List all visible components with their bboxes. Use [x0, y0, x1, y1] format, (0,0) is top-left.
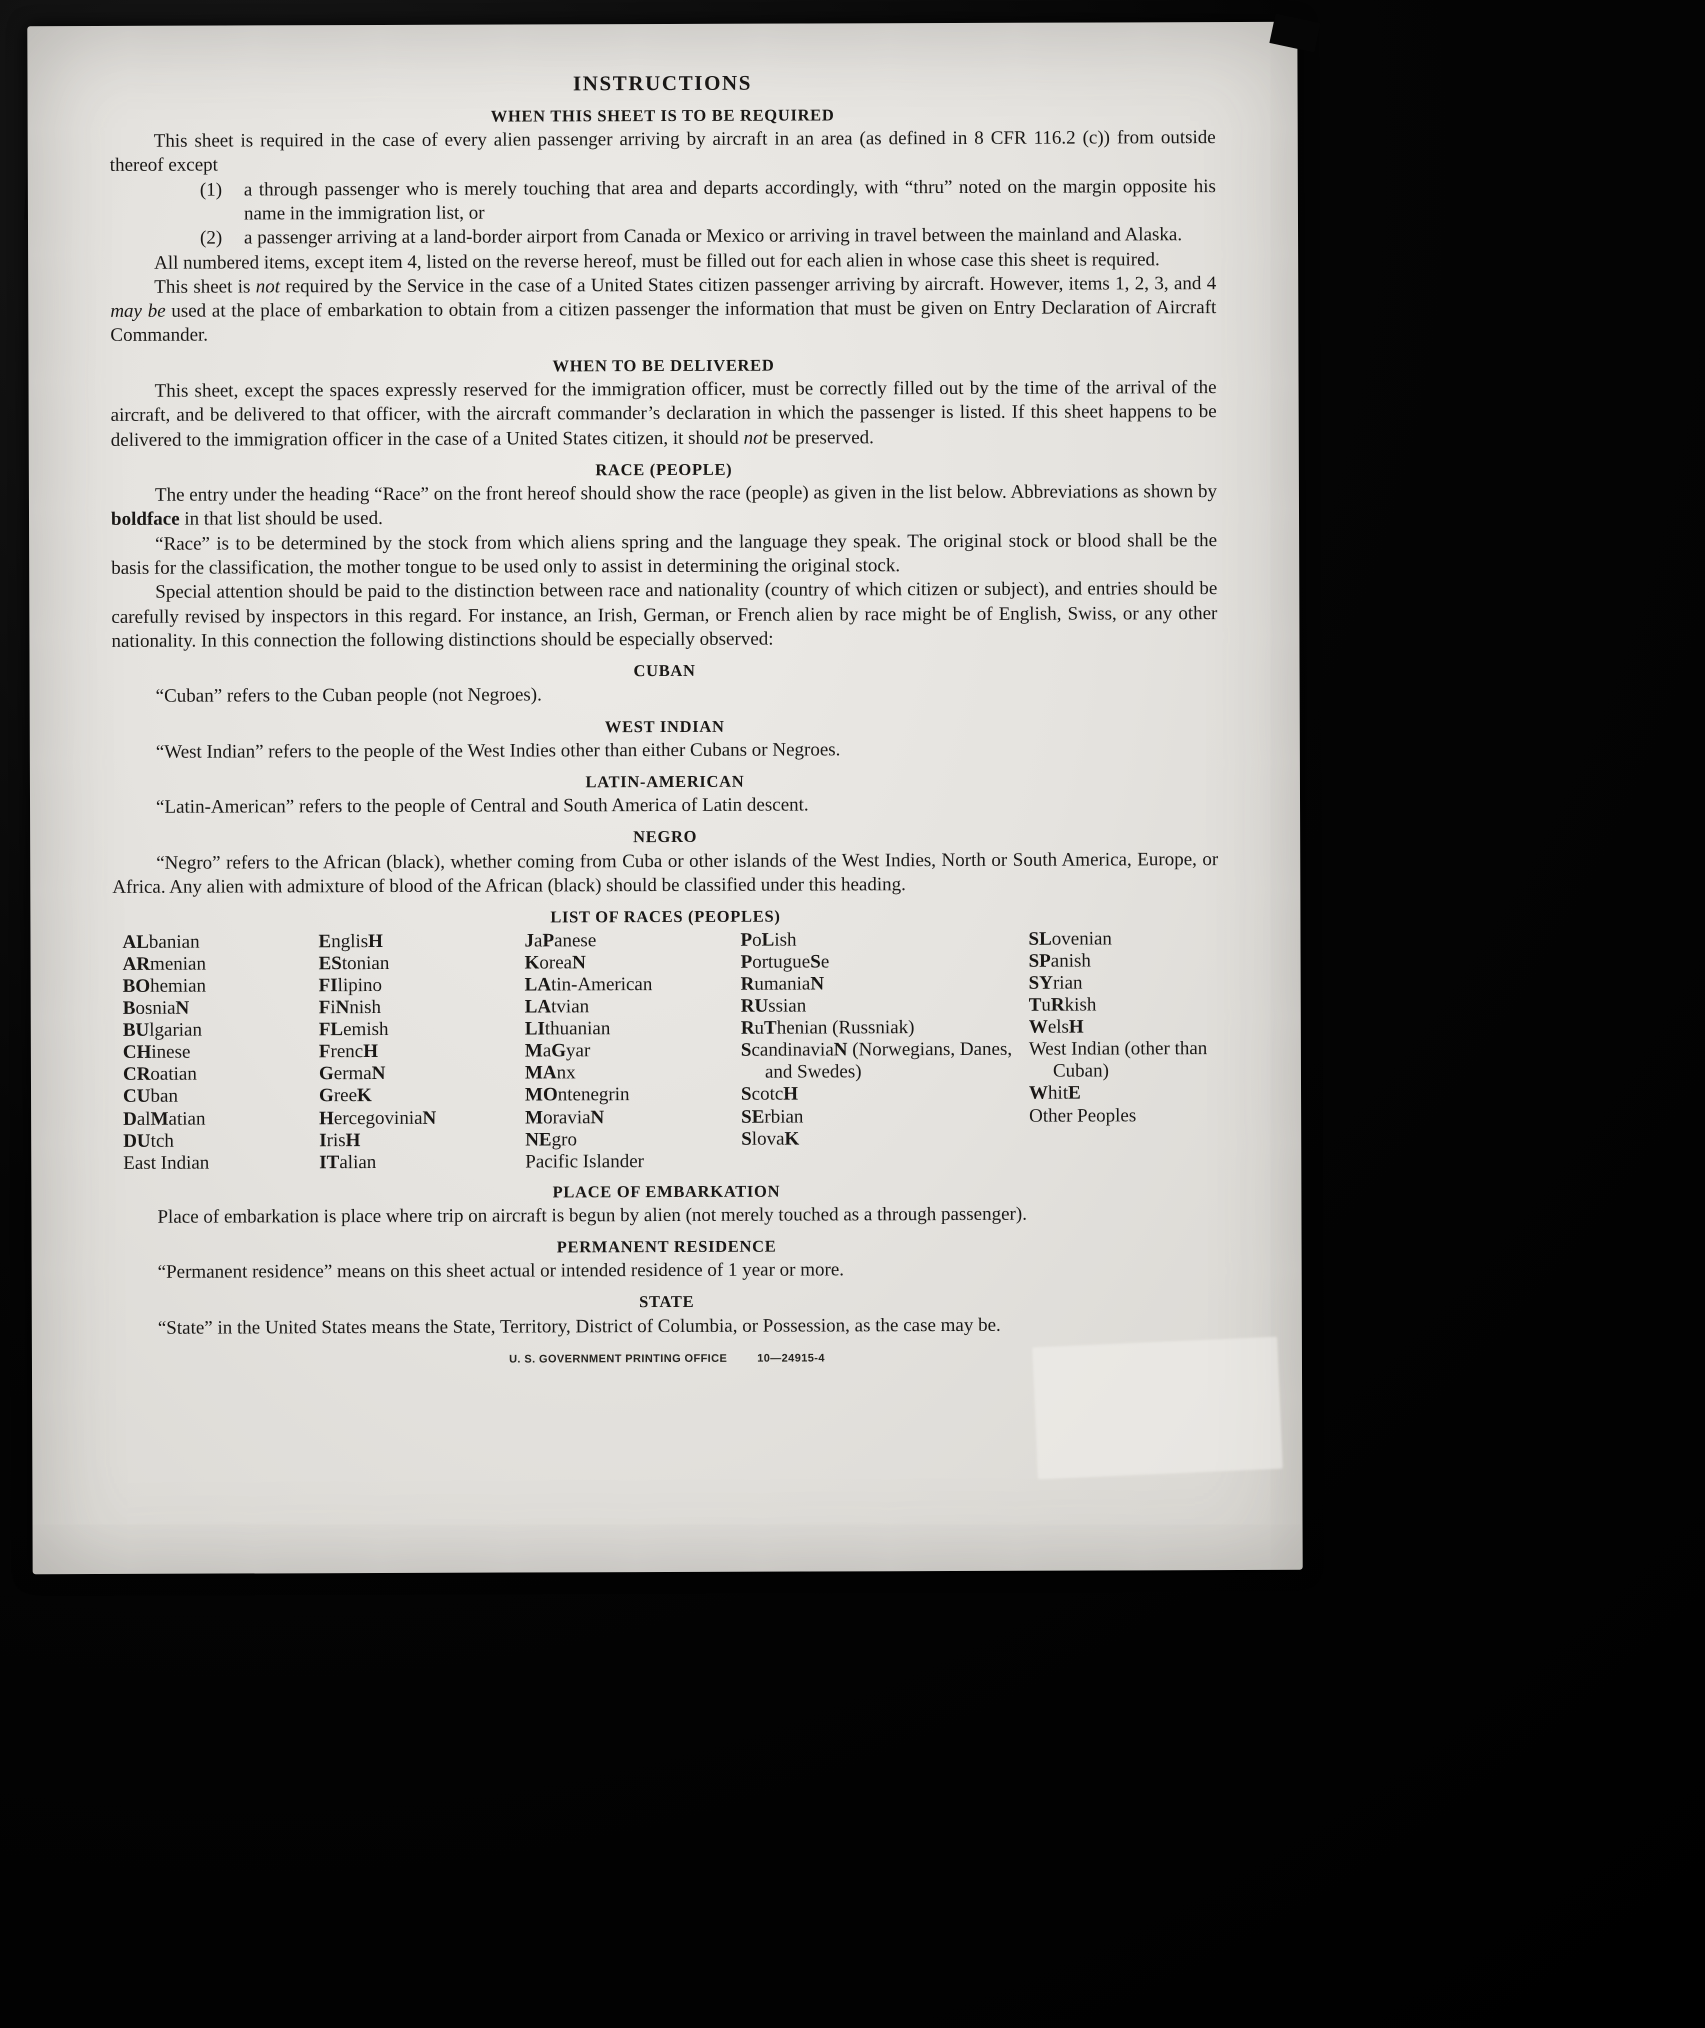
race-item	[319, 1085, 525, 1108]
race-text: henian (Russniak)	[776, 1017, 915, 1039]
race-text: (Norwegians, Danes, and Swedes)	[764, 1039, 1013, 1084]
page-title: INSTRUCTIONS	[572, 70, 753, 96]
race-item	[525, 1040, 741, 1063]
heading-state: STATE	[639, 1292, 695, 1312]
race-item	[123, 1152, 319, 1175]
race-column-5	[1028, 928, 1219, 1171]
race-abbrev-letters: AL	[122, 932, 149, 954]
race-item	[525, 996, 741, 1019]
heading-latin-american: LATIN-AMERICAN	[585, 771, 745, 792]
text-segment-italic: not	[255, 276, 281, 298]
race-item	[319, 975, 525, 998]
text-segment: This sheet is	[154, 276, 256, 298]
list-item-1	[200, 175, 1216, 227]
race-abbrev-letters: CH	[122, 1042, 152, 1064]
race-item	[1029, 1105, 1219, 1128]
race-text: rbian	[764, 1106, 804, 1128]
race-abbrev-letters: LA	[524, 974, 552, 996]
race-item	[525, 1084, 741, 1107]
race-text: els	[1047, 1016, 1069, 1039]
race-text: candinavia	[751, 1039, 834, 1062]
race-item	[123, 1064, 319, 1087]
race-item	[525, 952, 741, 975]
race-abbrev-letters: H	[319, 1107, 334, 1129]
race-abbrev-letters: H	[1068, 1016, 1084, 1038]
race-text: lgarian	[149, 1019, 203, 1042]
race-abbrev-letters: BO	[122, 976, 151, 998]
race-item	[1029, 950, 1219, 973]
race-abbrev-letters: FI	[318, 975, 338, 997]
para-residence: “Permanent residence” means on this sheet actual or intended residence of 1 year or more.	[157, 1259, 845, 1283]
para-race-2: “Race” is to be determined by the stock from which aliens spring and the language they speak. The original stock or blood shall be the basis for the classification, the mother tongue to be used only to assist in determining the original stock.	[111, 529, 1218, 579]
race-abbrev-letters: P	[542, 930, 555, 952]
race-abbrev-letters: I	[319, 1129, 327, 1151]
race-item	[525, 1106, 741, 1129]
race-text: al	[136, 1108, 151, 1130]
heading-when-delivered: WHEN TO BE DELIVERED	[552, 355, 775, 376]
race-abbrev-letters: ES	[318, 953, 342, 975]
race-abbrev-letters: LI	[524, 1018, 545, 1040]
race-abbrev-letters: N	[335, 997, 350, 1019]
document-content	[27, 22, 1302, 1368]
race-item	[123, 1130, 319, 1153]
race-abbrev-letters: R	[1050, 994, 1065, 1016]
race-abbrev-letters: G	[318, 1063, 334, 1085]
race-text: hit	[1047, 1083, 1069, 1105]
para-all-items: All numbered items, except item 4, listed on the reverse hereof, must be filled out for each alien in whose case this sheet is required.	[154, 248, 1160, 274]
race-abbrev-letters: NE	[525, 1128, 552, 1151]
race-abbrev-letters: F	[318, 997, 331, 1019]
race-item	[1029, 1083, 1219, 1106]
race-text: erma	[333, 1063, 372, 1085]
race-text: West Indian (other than Cuban)	[1028, 1038, 1208, 1083]
text-segment: The entry under the heading “Race” on the front hereof should show the race (people) as given in the list below. Abbreviations as shown by	[154, 481, 1217, 506]
heading-races-list: LIST OF RACES (PEOPLES)	[550, 906, 781, 927]
text-segment: be preserved.	[767, 426, 874, 449]
race-item	[741, 973, 1029, 996]
text-segment: This sheet, except the spaces expressly reserved for the immigration officer, must be correctly filled out by the time of the arrival of the aircraft, and be delivered to that officer, with the aircraft commander’s declaration in which the passenger is listed. If this sheet happens to be delivered to the immigration officer in the case of a United States citizen, it should	[110, 376, 1217, 451]
race-text: orea	[539, 952, 573, 974]
race-abbrev-letters: SE	[741, 1106, 765, 1128]
footer	[114, 1350, 1220, 1368]
race-item	[122, 931, 318, 954]
race-text: nglis	[331, 931, 369, 953]
race-item	[1029, 1016, 1219, 1039]
race-abbrev-letters: T	[1028, 995, 1042, 1017]
race-item	[123, 1020, 319, 1043]
race-item	[319, 1151, 525, 1174]
race-item	[319, 997, 525, 1020]
race-text: ish	[774, 929, 797, 951]
race-text: thuanian	[544, 1018, 611, 1040]
para-cuban: “Cuban” refers to the Cuban people (not Negroes).	[155, 684, 542, 708]
heading-race: RACE (PEOPLE)	[595, 459, 733, 480]
race-text: a	[533, 930, 543, 952]
race-item	[525, 974, 741, 997]
race-abbrev-letters: W	[1028, 1017, 1048, 1039]
race-item	[740, 929, 1028, 952]
race-abbrev-letters: RU	[740, 995, 769, 1018]
race-text: ercegovinia	[333, 1107, 423, 1129]
race-item	[123, 976, 319, 999]
footer-code: 10—24915-4	[757, 1352, 825, 1365]
text-segment: in that list should be used.	[179, 508, 383, 530]
race-item	[741, 951, 1029, 974]
list-item-2	[200, 223, 1216, 251]
race-text: renc	[330, 1041, 364, 1063]
race-item	[123, 1086, 319, 1109]
race-abbrev-letters: N	[572, 952, 586, 974]
race-text: ris	[326, 1129, 346, 1151]
race-abbrev-letters: SP	[1028, 950, 1051, 973]
para-state: “State” in the United States means the State, Territory, District of Columbia, or Possession, as the case may be.	[157, 1314, 1001, 1339]
race-abbrev-letters: BU	[122, 1020, 150, 1042]
race-text: lipino	[337, 975, 383, 997]
race-item	[741, 1105, 1029, 1128]
race-abbrev-letters: K	[524, 952, 540, 974]
para-required-intro: This sheet is required in the case of every alien passenger arriving by aircraft in an area (as defined in 8 CFR 116.2 (c)) from outside thereof except	[109, 127, 1216, 177]
race-item	[318, 931, 524, 954]
list-number: (2)	[200, 227, 223, 249]
race-item	[319, 1019, 525, 1042]
race-item	[123, 953, 319, 976]
race-column-1	[122, 931, 319, 1174]
race-text: Other Peoples	[1029, 1104, 1137, 1127]
race-abbrev-letters: G	[319, 1085, 334, 1107]
race-text: inese	[151, 1042, 191, 1064]
race-text: anish	[1050, 950, 1091, 972]
race-abbrev-letters: N	[422, 1107, 437, 1129]
list-text: a passenger arriving at a land-border airport from Canada or Mexico or arriving in travel between the mainland and Alaska.	[244, 224, 1183, 249]
race-text: ovenian	[1051, 928, 1112, 950]
race-text: nx	[556, 1062, 576, 1084]
race-text: i	[330, 997, 336, 1019]
race-abbrev-letters: H	[368, 931, 383, 953]
race-abbrev-letters: H	[363, 1041, 379, 1063]
race-item	[525, 1150, 741, 1173]
race-text: a	[542, 1040, 552, 1062]
race-column-4	[740, 929, 1029, 1172]
race-text: alian	[339, 1151, 377, 1173]
race-abbrev-letters: N	[590, 1106, 605, 1128]
race-abbrev-letters: MA	[524, 1062, 557, 1084]
race-abbrev-letters: SY	[1028, 972, 1053, 995]
race-item	[741, 1017, 1029, 1040]
race-item	[319, 953, 525, 976]
heading-embarkation: PLACE OF EMBARKATION	[552, 1181, 781, 1201]
race-abbrev-letters: DU	[123, 1130, 151, 1152]
race-abbrev-letters: S	[740, 1084, 752, 1106]
race-abbrev-letters: N	[371, 1063, 386, 1085]
race-text: u	[754, 1018, 765, 1040]
para-latin-american: “Latin-American” refers to the people of Central and South America of Latin descent.	[155, 794, 809, 818]
race-text: hemian	[150, 975, 207, 998]
list-text: a through passenger who is merely touching that area and departs accordingly, with “thru” noted on the margin opposite his name in the immigration list, or	[243, 175, 1216, 225]
race-column-3	[524, 930, 741, 1173]
race-abbrev-letters: B	[122, 998, 136, 1020]
para-west-indian: “West Indian” refers to the people of the West Indies other than either Cubans or Negroes.	[155, 739, 841, 763]
race-item	[524, 930, 740, 953]
race-abbrev-letters: M	[525, 1106, 544, 1128]
race-text: oatian	[150, 1064, 197, 1086]
race-item	[741, 1127, 1029, 1150]
race-abbrev-letters: T	[764, 1017, 777, 1040]
race-item	[123, 1108, 319, 1131]
race-item	[741, 995, 1029, 1018]
race-text: umania	[754, 973, 811, 996]
text-segment-italic: may be	[110, 300, 166, 323]
race-item	[319, 1041, 525, 1064]
race-text: o	[752, 929, 762, 951]
race-text: nish	[349, 997, 382, 1019]
race-abbrev-letters: L	[761, 929, 775, 951]
race-abbrev-letters: G	[551, 1040, 567, 1062]
race-text: u	[1041, 994, 1051, 1017]
race-text: banian	[148, 931, 200, 954]
race-text: atian	[168, 1108, 206, 1130]
race-item	[1028, 928, 1218, 951]
race-text: tvian	[551, 996, 590, 1018]
race-item	[525, 1018, 741, 1041]
race-text: osnia	[135, 998, 176, 1020]
race-item	[1029, 972, 1219, 995]
race-abbrev-letters: R	[740, 974, 755, 996]
document-page	[27, 22, 1302, 1574]
race-text: tin-American	[551, 974, 653, 996]
race-item	[319, 1129, 525, 1152]
race-text: ssian	[768, 995, 807, 1017]
race-item	[525, 1062, 741, 1085]
race-abbrev-letters: N	[833, 1039, 848, 1061]
text-segment-italic: not	[743, 427, 768, 449]
heading-west-indian: WEST INDIAN	[604, 716, 725, 736]
list-number: (1)	[199, 179, 223, 201]
race-abbrev-letters: SL	[1028, 928, 1052, 950]
race-abbrev-letters: H	[783, 1084, 799, 1106]
para-not-required	[110, 272, 1216, 349]
text-segment: used at the place of embarkation to obtain from a citizen passenger the information that must be given on Entry Declaration of Aircraft Commander.	[110, 297, 1217, 347]
race-item	[1029, 994, 1219, 1017]
race-abbrev-letters: F	[318, 1041, 331, 1063]
race-text: menian	[149, 953, 207, 976]
race-text: ree	[333, 1085, 358, 1107]
heading-negro: NEGRO	[633, 827, 698, 847]
races-list	[112, 928, 1219, 1174]
race-text: ban	[150, 1086, 178, 1108]
race-abbrev-letters: IT	[319, 1151, 340, 1173]
race-text: ortugue	[752, 951, 811, 973]
race-abbrev-letters: LA	[524, 996, 552, 1018]
race-text: Pacific Islander	[525, 1150, 645, 1173]
para-negro: “Negro” refers to the African (black), whether coming from Cuba or other islands of the West Indies, North or South America, Europe, or Africa. Any alien with admixture of blood of the African (black) should be classified under this heading.	[112, 848, 1219, 898]
para-race-3: Special attention should be paid to the distinction between race and nationality (country of which citizen or subject), and entries should be carefully revised by inspectors in this regard. For instance, an Irish, German, or French alien by race might be of English, Swiss, or any other nationality. In this connection the following distinctions should be especially observed:	[111, 578, 1218, 652]
race-abbrev-letters: AR	[122, 954, 151, 976]
race-text: tch	[150, 1130, 174, 1152]
race-abbrev-letters: CR	[122, 1064, 151, 1086]
para-race-1	[111, 480, 1217, 532]
race-abbrev-letters: MO	[525, 1084, 558, 1106]
race-text: oravia	[543, 1106, 591, 1128]
para-embarkation: Place of embarkation is place where trip on aircraft is begun by alien (not merely touched as a through passenger).	[157, 1203, 1027, 1228]
race-abbrev-letters: K	[784, 1128, 800, 1150]
race-abbrev-letters: CU	[123, 1086, 151, 1108]
race-abbrev-letters: E	[318, 931, 332, 953]
race-item	[1029, 1038, 1219, 1083]
race-abbrev-letters: N	[175, 998, 190, 1020]
race-abbrev-letters: P	[740, 929, 753, 951]
race-abbrev-letters: FL	[318, 1019, 344, 1041]
text-segment: required by the Service in the case of a United States citizen passenger arriving by aircraft. However, items 1, 2, 3, and 4	[279, 272, 1217, 298]
race-abbrev-letters: H	[345, 1129, 361, 1151]
heading-residence: PERMANENT RESIDENCE	[556, 1236, 777, 1257]
race-abbrev-letters: S	[810, 951, 821, 973]
race-abbrev-letters: S	[741, 1128, 752, 1150]
race-item	[123, 998, 319, 1021]
race-abbrev-letters: W	[1028, 1083, 1049, 1105]
race-text: emish	[343, 1019, 389, 1041]
race-item	[741, 1083, 1029, 1106]
race-abbrev-letters: K	[356, 1085, 372, 1107]
race-abbrev-letters: N	[810, 973, 825, 995]
race-text: yar	[566, 1040, 591, 1062]
race-text: tonian	[341, 953, 390, 975]
race-text: gro	[551, 1128, 577, 1150]
race-abbrev-letters: E	[1068, 1083, 1081, 1105]
race-abbrev-letters: M	[524, 1040, 543, 1062]
race-abbrev-letters: J	[524, 930, 535, 952]
text-segment-bold: boldface	[110, 508, 180, 531]
race-abbrev-letters: S	[740, 1040, 752, 1062]
race-text: ntenegrin	[557, 1084, 630, 1106]
race-text: anese	[554, 930, 597, 952]
race-text: East Indian	[123, 1152, 210, 1174]
heading-when-required: WHEN THIS SHEET IS TO BE REQUIRED	[490, 105, 835, 126]
race-item	[319, 1107, 525, 1130]
race-text: cotc	[751, 1084, 784, 1106]
race-item	[741, 1039, 1029, 1084]
heading-cuban: CUBAN	[633, 661, 696, 681]
race-text: e	[820, 951, 830, 973]
race-item	[525, 1128, 741, 1151]
para-when-delivered	[111, 376, 1217, 453]
race-abbrev-letters: M	[150, 1108, 169, 1130]
race-item	[123, 1042, 319, 1065]
footer-office: U. S. GOVERNMENT PRINTING OFFICE	[509, 1352, 728, 1366]
race-text: kish	[1064, 994, 1097, 1016]
race-abbrev-letters: P	[740, 951, 753, 974]
race-abbrev-letters: R	[740, 1018, 755, 1040]
race-item	[319, 1063, 525, 1086]
race-column-2	[318, 931, 525, 1174]
race-abbrev-letters: D	[123, 1108, 137, 1130]
race-text: rian	[1052, 972, 1083, 994]
race-text: lova	[751, 1128, 785, 1150]
